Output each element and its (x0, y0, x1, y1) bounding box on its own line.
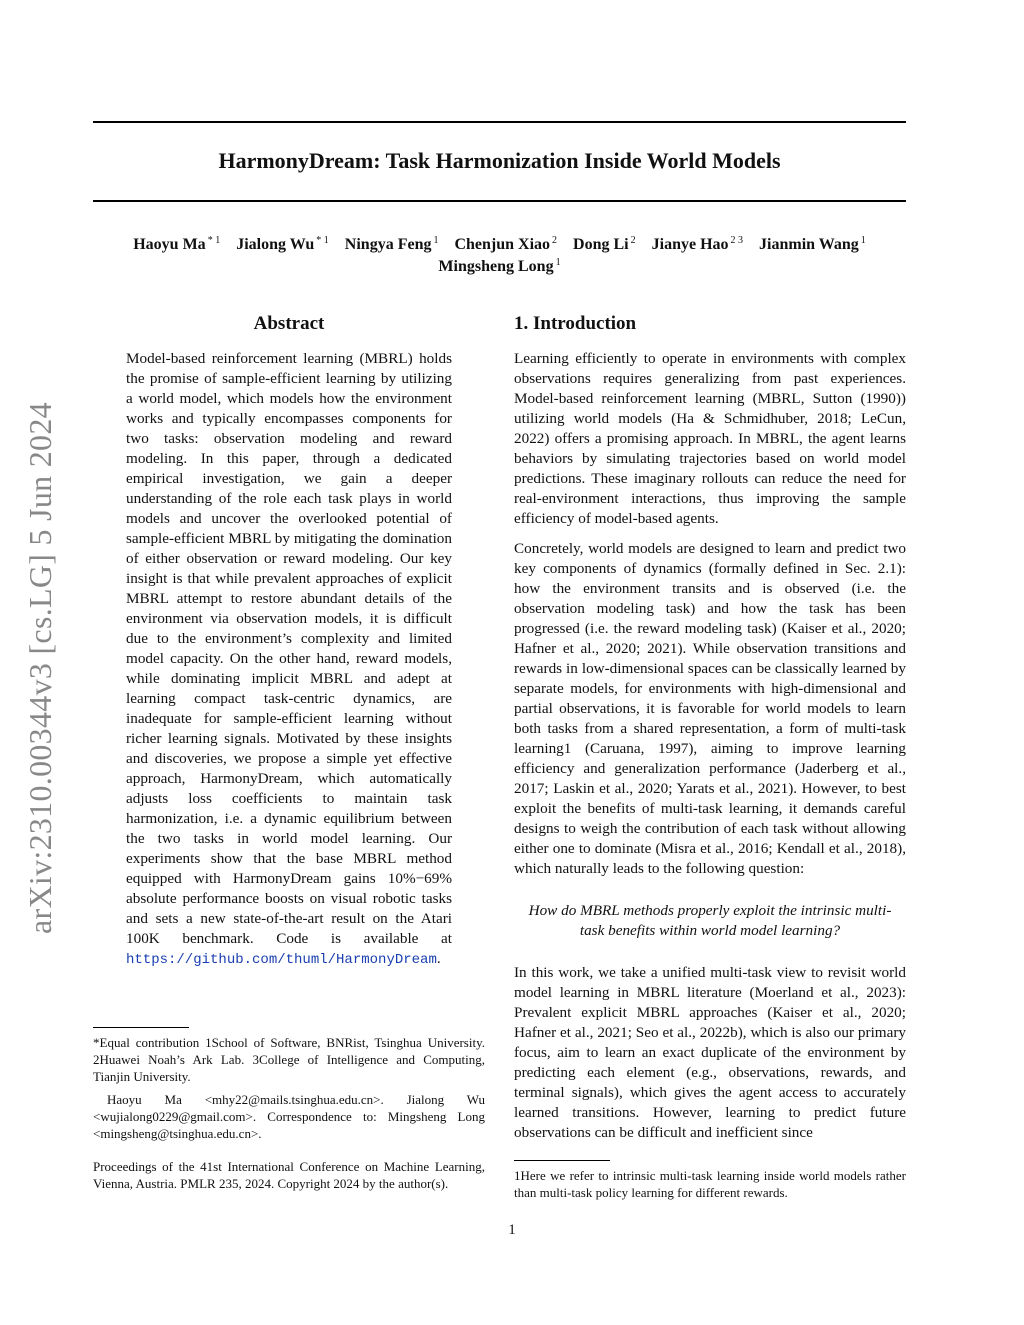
author: Chenjun Xiao $^2$ (454, 235, 558, 253)
proceedings-note: Proceedings of the 41st International Conference on Machine Learning, Vienna, Austria. PMLR 235, 2024. Copyright 2024 by the author(s). (93, 1159, 485, 1191)
research-question: How do MBRL methods properly exploit the intrinsic multi-task benefits within world model learning? (528, 902, 892, 939)
title-rule-top (93, 121, 906, 123)
section-heading: 1. Introduction (514, 313, 637, 334)
title-rule-bottom (93, 200, 906, 202)
author: Jialong Wu $^{* 1}$ (236, 235, 329, 253)
author: Ningya Feng $^1$ (344, 235, 439, 253)
intro-paragraph-1: Learning efficiently to operate in environments with complex observations requires generalizing from past experiences. Model-based reinforcement learning (MBRL, Sutton (1990)) utilizing world models (Ha & Schmidhuber, 2018; LeCun, 2022) offers a promising approach. In MBRL, the agent learns behaviors by simulating trajectories based on world model predictions. These imaginary rollouts can reduce the need for real-environment interactions, thus improving the sample efficiency of model-based agents. (514, 350, 906, 527)
author: Jianmin Wang $^1$ (759, 235, 866, 253)
author: Mingsheng Long $^1$ (438, 257, 561, 275)
contribution-note: *Equal contribution 1School of Software, BNRist, Tsinghua University. 2Huawei Noah’s Ark Lab. 3College of Intelligence and Computing, Tianjin University. (93, 1035, 485, 1084)
right-footnote (514, 1160, 906, 1201)
affiliations-footnote (93, 1034, 485, 1192)
footnote-rule (514, 1160, 610, 1161)
footnote-rule (93, 1027, 189, 1028)
arxiv-stamp: arXiv:2310.00344v3 [cs.LG] 5 Jun 2024 (22, 402, 58, 934)
author: Dong Li $^2$ (573, 235, 636, 253)
code-link[interactable]: https://github.com/thuml/HarmonyDream (126, 952, 437, 968)
abstract-text: Model-based reinforcement learning (MBRL) holds the promise of sample-efficient learning by utilizing a world model, which models how the environment works and typically encompasses components for two tasks: observation modeling and reward modeling. In this paper, through a dedicated empirical investigation, we gain a deeper understanding of the role each task plays in world models and uncover the overlooked potential of sample-efficient MBRL by mitigating the domination of either observation or reward modeling. Our key insight is that while prevalent approaches of explicit MBRL attempt to restore abundant details of the environment via observation models, it is difficult due to the environment’s complexity and limited model capacity. On the other hand, reward models, while dominating implicit MBRL and adept at learning compact task-centric dynamics, are inadequate for sample-efficient learning without richer learning signals. Motivated by these insights and discoveries, we propose a simple yet effective approach, HarmonyDream, which automatically adjusts loss coefficients to maintain task harmonization, i.e. a dynamic equilibrium between the two tasks in world model learning. Our experiments show that the base MBRL method equipped with HarmonyDream gains 10%−69% absolute performance boosts on visual robotic tasks and sets a new state-of-the-art result on the Atari 100K benchmark. Code is available at https://github.com/thuml/HarmonyDream. (126, 350, 452, 968)
left-column (93, 312, 485, 970)
author: Jianye Hao $^{2 3}$ (651, 235, 744, 253)
email-note: Haoyu Ma <mhy22@mails.tsinghua.edu.cn>. Jialong Wu <wujialong0229@gmail.com>. Correspondence to: Mingsheng Long <mingsheng@tsinghua.edu.cn>. (93, 1092, 485, 1141)
intro-paragraph-3: In this work, we take a unified multi-task view to revisit world model learning in MBRL literature (Moerland et al., 2023): Prevalent explicit MBRL approaches (Kaiser et al., 2020; Hafner et al., 2021; Seo et al., 2022b), which is also our primary focus, aim to learn an exact duplicate of the environment by predicting each element (e.g., observations, rewards, and terminal signals), which gives the agent access to accurately learned transitions. However, learning to predict future observations can be difficult and inefficient since (514, 964, 906, 1141)
author-list (93, 234, 906, 278)
footnote-text: 1Here we refer to intrinsic multi-task learning inside world models rather than multi-task policy learning for different rewards. (514, 1168, 906, 1200)
paper-title: HarmonyDream: Task Harmonization Inside World Models (218, 148, 781, 173)
abstract-heading: Abstract (253, 313, 325, 334)
right-column (514, 312, 906, 1153)
intro-paragraph-2: Concretely, world models are designed to learn and predict two key components of dynamics (formally defined in Sec. 2.1): how the environment transits and is observed (i.e. the observation modeling task) and how the task has been progressed (i.e. the reward modeling task) (Kaiser et al., 2020; Hafner et al., 2020; 2021). While observation transitions and rewards in low-dimensional spaces can be classically learned by separate models, for environments with high-dimensional and partial observations, it is favorable for world models to learn both tasks from a shared representation, a form of multi-task learning1 (Caruana, 1997), aiming to improve learning efficiency and generalization performance (Jaderberg et al., 2017; Laskin et al., 2020; Yarats et al., 2021). However, to best exploit the benefits of multi-task learning, it demands careful designs to weigh the contribution of each task without allowing either one to dominate (Misra et al., 2016; Kendall et al., 2018), which naturally leads to the following question: (514, 540, 906, 877)
page-number: 1 (508, 1222, 516, 1238)
author: Haoyu Ma $^{* 1}$ (133, 235, 221, 253)
